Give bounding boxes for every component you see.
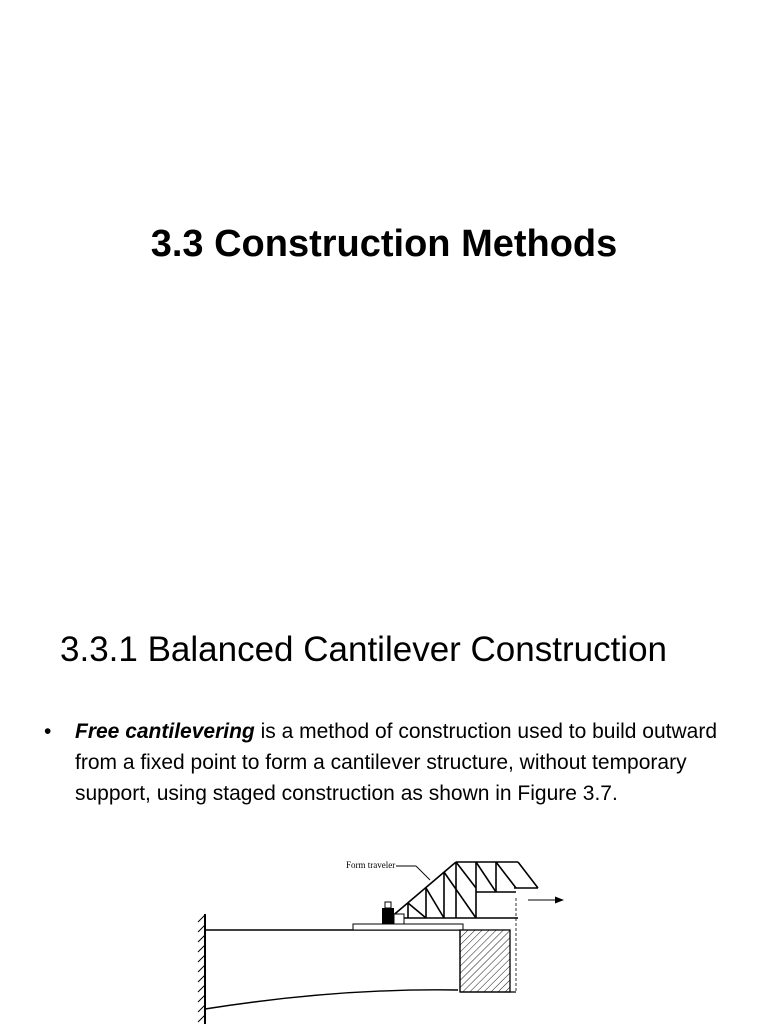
new-segment <box>460 898 516 992</box>
bullet-body: is a method of construction used to build outward from a fixed point to form a cantilever structure, without temporary support, using staged construction as shown in Figure 3.7. <box>75 720 718 805</box>
fixed-support <box>198 914 205 1024</box>
direction-arrow <box>528 897 564 904</box>
label-leader-line-2 <box>416 866 430 880</box>
form-traveler-label: Form traveler <box>346 860 396 870</box>
section-heading: 3.3.1 Balanced Cantilever Construction <box>60 630 668 669</box>
slide-title: 3.3 Construction Methods <box>150 223 618 265</box>
traveler-anchor <box>382 902 404 924</box>
bullet-paragraph <box>75 716 724 809</box>
cantilever-diagram <box>178 852 578 1024</box>
bullet-term: Free cantilevering <box>75 720 255 743</box>
bullet-marker: • <box>44 720 52 743</box>
bullet-item <box>44 716 724 809</box>
cantilever-deck <box>205 924 463 1009</box>
cantilever-figure <box>178 852 578 1024</box>
